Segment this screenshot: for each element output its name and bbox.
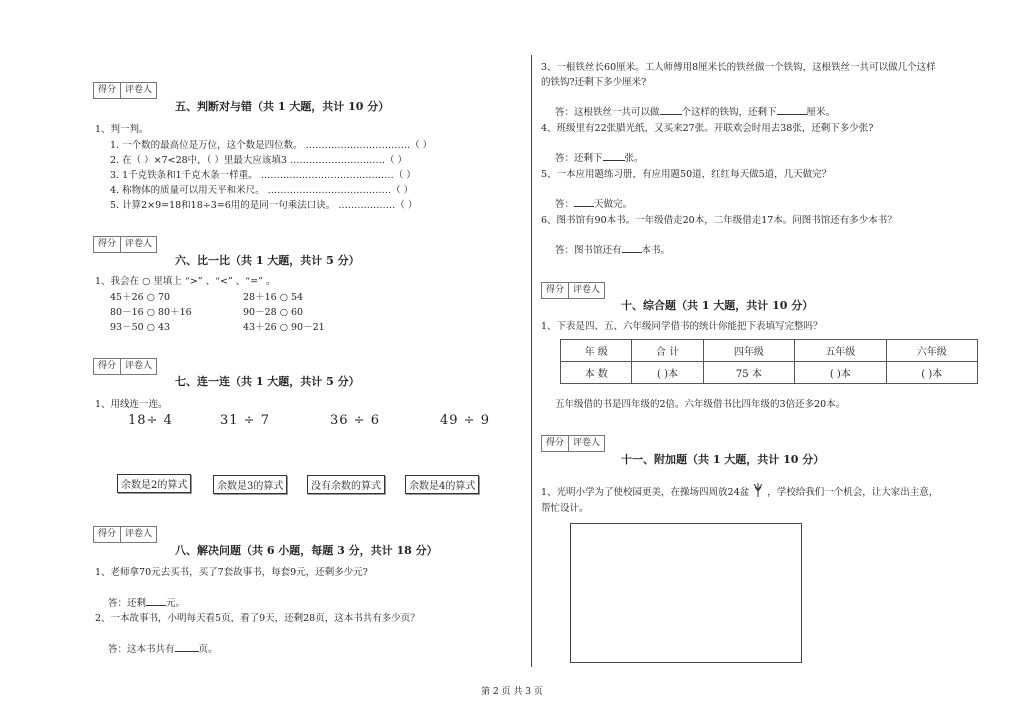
score-label: 得分 xyxy=(98,529,117,539)
score-label: 得分 xyxy=(546,438,565,448)
answer-blank[interactable] xyxy=(603,151,625,161)
s7-expression-4: 49 ÷ 9 xyxy=(440,413,490,428)
question-text: ，学校给我们一个机会，让大家出主意， xyxy=(767,487,939,498)
s7-expression-2: 31 ÷ 7 xyxy=(220,413,270,428)
answer-prefix: 答：还剩 xyxy=(108,598,147,609)
reviewer-label: 评卷人 xyxy=(120,237,156,252)
question-text: 1、光明小学为了使校园更美，在操场四周放24盆 xyxy=(541,487,750,498)
score-label: 得分 xyxy=(98,85,117,95)
s7-match-box-2: 余数是3的算式 xyxy=(213,475,287,494)
s11-question-line-1 xyxy=(541,483,938,498)
q6: 6、图书馆有90本书。一年级借走20本，二年级借走17本。问图书馆还有多少本书？ xyxy=(541,215,897,226)
answer-prefix: 答：这根铁丝一共可以做 xyxy=(555,107,660,118)
table-cell[interactable]: ( )本 xyxy=(795,362,886,384)
score-box-s6 xyxy=(93,236,157,253)
answer-suffix: 天做完。 xyxy=(594,199,633,210)
score-label: 得分 xyxy=(546,285,565,295)
q4-answer xyxy=(555,150,644,164)
q6-answer xyxy=(555,242,670,256)
answer-blank[interactable] xyxy=(146,596,166,606)
s6-compare-2b: 90－28 ○ 60 xyxy=(243,307,304,318)
answer-suffix: 厘米。 xyxy=(806,107,836,118)
s6-compare-3a: 93－50 ○ 43 xyxy=(110,322,171,333)
answer-prefix: 答：这本书共有 xyxy=(108,644,175,655)
table-cell: 本 数 xyxy=(561,362,632,384)
reviewer-label: 评卷人 xyxy=(120,83,156,98)
q3-line-2: 的铁钩?还剩下多少厘米? xyxy=(541,77,647,88)
s7-match-box-1: 余数是2的算式 xyxy=(117,474,191,493)
s8-answer-2 xyxy=(108,641,218,655)
s10-question-intro: 1、下表是四、五、六年级同学借书的统计你能把下表填写完整吗？ xyxy=(541,321,823,332)
s6-compare-3b: 43＋26 ○ 90－21 xyxy=(243,322,325,333)
s8-question-1: 1、老师拿70元去买书，买了7套故事书，每套9元，还剩多少元? xyxy=(95,567,368,578)
section-7-title: 七、连一连（共 1 大题，共计 5 分） xyxy=(175,375,360,388)
answer-suffix: 元。 xyxy=(166,598,186,609)
s11-question-line-2: 帮忙设计。 xyxy=(541,503,589,514)
answer-blank[interactable] xyxy=(574,197,594,207)
column-divider xyxy=(531,55,532,667)
table-cell: 合 计 xyxy=(632,340,703,362)
s5-question-intro: 1、判一判。 xyxy=(95,124,149,135)
table-cell: 四年级 xyxy=(703,340,794,362)
s7-match-box-4: 余数是4的算式 xyxy=(405,475,479,494)
answer-suffix: 页。 xyxy=(198,644,218,655)
design-drawing-area[interactable] xyxy=(570,523,802,663)
s6-question-intro: 1、我会在 ○ 里填上 “>” 、“<” 、“=” 。 xyxy=(95,276,276,287)
table-row xyxy=(561,362,978,384)
s8-question-2: 2、一本故事书，小明每天看5页，看了9天，还剩28页，这本书共有多少页？ xyxy=(95,613,420,624)
q3-answer xyxy=(555,104,835,118)
answer-prefix: 答：还剩下 xyxy=(555,153,603,164)
s6-compare-1b: 28＋16 ○ 54 xyxy=(243,292,304,303)
s6-compare-2a: 80－16 ○ 80＋16 xyxy=(110,307,192,318)
section-11-title: 十一、附加题（共 1 大题，共计 10 分） xyxy=(621,453,825,466)
section-5-title: 五、判断对与错（共 1 大题，共计 10 分） xyxy=(175,100,390,113)
answer-middle: 个这样的铁钩，还剩下 xyxy=(681,107,777,118)
s5-item-1: 1. 一个数的最高位是万位，这个数是四位数。 ……………………………（ ） xyxy=(110,140,433,151)
q3-line-1: 3、一根铁丝长60厘米。工人师傅用8厘米长的铁丝做一个铁钩，这根铁丝一共可以做几个这样 xyxy=(541,62,936,73)
answer-prefix: 答：图书馆还有 xyxy=(555,245,622,256)
score-box-s11 xyxy=(541,435,605,452)
answer-blank[interactable] xyxy=(175,642,199,652)
s7-expression-1: 18÷ 4 xyxy=(128,413,173,428)
score-box-s10 xyxy=(541,282,605,299)
section-10-title: 十、综合题（共 1 大题，共计 10 分） xyxy=(621,299,814,312)
answer-blank[interactable] xyxy=(660,105,682,115)
s6-compare-1a: 45＋26 ○ 70 xyxy=(110,292,171,303)
score-box-s5 xyxy=(93,82,157,99)
q4: 4、班级里有22张腊光纸，又买来27张。开联欢会时用去38张，还剩下多少张? xyxy=(541,123,874,134)
s5-item-4: 4. 称物体的质量可以用天平和米尺。 …………………………………（ ） xyxy=(110,185,414,196)
table-row xyxy=(561,340,978,362)
table-cell: 75 本 xyxy=(703,362,794,384)
s8-answer-1 xyxy=(108,595,185,609)
score-label: 得分 xyxy=(98,239,117,249)
s7-expression-3: 36 ÷ 6 xyxy=(330,413,380,428)
score-box-s7 xyxy=(93,358,157,375)
book-stats-table xyxy=(560,339,978,384)
s5-item-2: 2. 在（ ）×7<28中，（ ）里最大应该填3 …………………………（ ） xyxy=(110,155,408,166)
q5: 5、一本应用题练习册，有应用题50道，红红每天做5道，几天做完？ xyxy=(541,169,832,180)
answer-suffix: 本书。 xyxy=(641,245,671,256)
s5-item-3: 3. 1千克铁条和1千克木条一样重。 ……………………………………（ ） xyxy=(110,170,416,181)
table-cell: 六年级 xyxy=(886,340,977,362)
s10-note: 五年级借的书是四年级的2倍。六年级借书比四年级的3倍还多20本。 xyxy=(555,399,846,410)
plant-icon xyxy=(752,483,764,497)
s7-match-box-3: 没有余数的算式 xyxy=(307,475,385,494)
section-6-title: 六、比一比（共 1 大题，共计 5 分） xyxy=(175,254,360,267)
reviewer-label: 评卷人 xyxy=(568,436,604,451)
q5-answer xyxy=(555,196,632,210)
page-footer: 第 2 页 共 3 页 xyxy=(481,687,543,697)
table-cell: 年 级 xyxy=(561,340,632,362)
s7-question-intro: 1、用线连一连。 xyxy=(95,399,168,410)
section-8-title: 八、解决问题（共 6 小题，每题 3 分，共计 18 分） xyxy=(175,544,438,557)
reviewer-label: 评卷人 xyxy=(120,527,156,542)
table-cell[interactable]: ( )本 xyxy=(632,362,703,384)
answer-prefix: 答： xyxy=(555,199,575,210)
answer-suffix: 张。 xyxy=(624,153,644,164)
reviewer-label: 评卷人 xyxy=(120,359,156,374)
score-label: 得分 xyxy=(98,361,117,371)
score-box-s8 xyxy=(93,526,157,543)
s5-item-5: 5. 计算2×9=18和18÷3=6用的是同一句乘法口诀。 ………………（ ） xyxy=(110,200,418,211)
table-cell: 五年级 xyxy=(795,340,886,362)
answer-blank[interactable] xyxy=(622,243,642,253)
answer-blank[interactable] xyxy=(777,105,807,115)
table-cell[interactable]: ( )本 xyxy=(886,362,977,384)
reviewer-label: 评卷人 xyxy=(568,283,604,298)
